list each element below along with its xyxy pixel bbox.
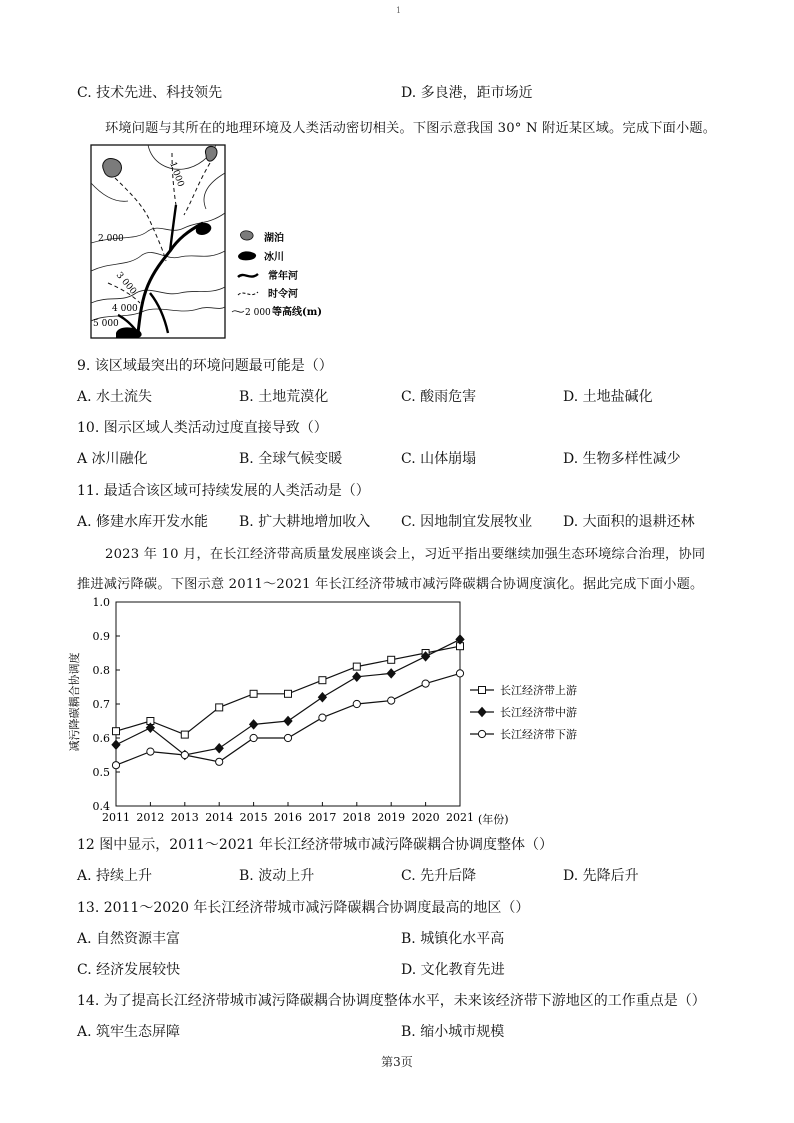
- data-point: [250, 734, 257, 741]
- y-tick-label: 0.8: [92, 664, 110, 677]
- data-point: [147, 748, 154, 755]
- page-footer: 第3页: [381, 1055, 413, 1069]
- data-point: [284, 717, 292, 726]
- seasonal-river: [110, 173, 166, 261]
- contour-line: [91, 287, 225, 303]
- line-chart: [68, 592, 628, 832]
- question-12-option-b: B. 波动上升: [239, 868, 315, 884]
- legend-label: 湖泊: [264, 233, 284, 244]
- x-tick-label: 2016: [274, 811, 302, 824]
- x-tick-label: 2019: [377, 811, 406, 824]
- intro-paragraph-2-line-1: 2023 年 10 月，在长江经济带高质量发展座谈会上，习近平指出要继续加强生态环境综合治理，协同: [105, 547, 706, 562]
- x-tick-label: 2020: [411, 811, 440, 824]
- question-10-option-a: A 冰川融化: [77, 451, 148, 467]
- page-marker: 1: [396, 6, 402, 15]
- contour-label: 1 000: [167, 160, 186, 189]
- question-11-option-c: C. 因地制宜发展牧业: [401, 514, 533, 530]
- lake-icon: [205, 146, 217, 161]
- legend-marker: [478, 708, 486, 717]
- data-point: [319, 714, 326, 721]
- glacier-icon: [238, 251, 256, 260]
- map-legend: [232, 231, 322, 318]
- prev-option-d: D. 多良港，距市场近: [401, 85, 533, 101]
- data-point: [353, 700, 360, 707]
- contour-label: 4 000: [112, 304, 138, 314]
- data-point: [112, 762, 119, 769]
- data-point: [353, 663, 360, 670]
- x-tick-label: 2014: [205, 811, 234, 824]
- y-tick-label: 0.4: [92, 800, 110, 813]
- x-tick-label: 2017: [308, 811, 337, 824]
- data-point: [284, 734, 291, 741]
- data-point: [319, 677, 326, 684]
- question-12-option-c: C. 先升后降: [401, 868, 477, 884]
- legend-label: 长江经济带中游: [500, 706, 577, 719]
- perennial-river: [150, 293, 168, 333]
- question-9-option-d: D. 土地盐碱化: [563, 389, 653, 405]
- contour-label: 5 000: [93, 319, 119, 329]
- y-tick-label: 1.0: [92, 596, 110, 609]
- data-point: [422, 680, 429, 687]
- data-point: [388, 697, 395, 704]
- question-11-stem: 11. 最适合该区域可持续发展的人类活动是（）: [77, 483, 370, 499]
- x-axis-unit-label: (年份): [478, 813, 509, 826]
- data-point: [113, 728, 120, 735]
- question-10-option-b: B. 全球气候变暖: [239, 451, 343, 467]
- x-tick-label: 2013: [170, 811, 199, 824]
- contour-label: 3 000: [113, 270, 138, 297]
- data-point: [216, 758, 223, 765]
- data-point: [318, 693, 326, 702]
- question-14-option-a: A. 筑牢生态屏障: [77, 1024, 181, 1040]
- x-tick-label: 2011: [102, 811, 130, 824]
- question-13-option-a: A. 自然资源丰富: [77, 931, 181, 947]
- question-10-option-d: D. 生物多样性减少: [563, 451, 681, 467]
- question-9-stem: 9. 该区域最突出的环境问题最可能是（）: [77, 358, 333, 374]
- legend-label: 等高线(m): [272, 307, 323, 318]
- prev-option-c: C. 技术先进、科技领先: [77, 85, 223, 101]
- data-point: [216, 704, 223, 711]
- data-point: [181, 731, 188, 738]
- question-12-stem: 12 图中显示，2011～2021 年长江经济带城市减污降碳耦合协调度整体（）: [77, 837, 553, 853]
- x-tick-label: 2015: [239, 811, 268, 824]
- data-point: [112, 740, 120, 749]
- y-tick-label: 0.6: [92, 732, 110, 745]
- y-tick-label: 0.7: [92, 698, 110, 711]
- x-tick-label: 2021: [446, 811, 474, 824]
- region-map: [88, 143, 338, 343]
- data-point: [250, 690, 257, 697]
- legend-label: 长江经济带下游: [500, 728, 577, 741]
- plot-frame: [116, 602, 460, 806]
- question-9-option-c: C. 酸雨危害: [401, 389, 477, 405]
- data-point: [215, 744, 223, 753]
- data-point: [387, 669, 395, 678]
- data-point: [353, 672, 361, 681]
- question-11-option-a: A. 修建水库开发水能: [77, 514, 209, 530]
- legend-label: 长江经济带上游: [500, 684, 577, 697]
- question-14-stem: 14. 为了提高长江经济带城市减污降碳耦合协调度整体水平，未来该经济带下游地区的工作重点是（）: [77, 993, 706, 1009]
- question-14-option-b: B. 缩小城市规模: [401, 1024, 505, 1040]
- intro-paragraph-2-line-2: 推进减污降碳。下图示意 2011～2021 年长江经济带城市减污降碳耦合协调度演化。据此完成下面小题。: [77, 577, 704, 592]
- legend-marker: [478, 730, 485, 737]
- lake-icon: [103, 159, 122, 177]
- legend-marker: [479, 687, 486, 694]
- legend-label: 时令河: [268, 289, 298, 300]
- data-point: [388, 656, 395, 663]
- data-point: [181, 751, 188, 758]
- x-tick-label: 2012: [136, 811, 165, 824]
- perennial-river-icon: [238, 274, 258, 277]
- contour-line-icon: [232, 311, 244, 313]
- legend-label: 常年河: [268, 271, 298, 282]
- question-9-option-b: B. 土地荒漠化: [239, 389, 329, 405]
- legend-label: 冰川: [264, 252, 284, 263]
- seasonal-river-icon: [238, 292, 258, 295]
- lake-icon: [240, 231, 253, 240]
- y-tick-label: 0.9: [92, 630, 110, 643]
- intro-paragraph-1: 环境问题与其所在的地理环境及人类活动密切相关。下图示意我国 30° N 附近某区域。完成下面小题。: [105, 121, 717, 136]
- question-9-option-a: A. 水土流失: [77, 389, 153, 405]
- contour-line: [204, 173, 225, 209]
- question-11-option-b: B. 扩大耕地增加收入: [239, 514, 371, 530]
- question-11-option-d: D. 大面积的退耕还林: [563, 514, 695, 530]
- y-tick-label: 0.5: [92, 766, 110, 779]
- data-point: [285, 690, 292, 697]
- question-10-option-c: C. 山体崩塌: [401, 451, 477, 467]
- question-13-option-b: B. 城镇化水平高: [401, 931, 505, 947]
- data-point: [456, 670, 463, 677]
- question-12-option-d: D. 先降后升: [563, 868, 639, 884]
- question-12-option-a: A. 持续上升: [77, 868, 153, 884]
- seasonal-river: [184, 163, 210, 215]
- question-13-option-c: C. 经济发展较快: [77, 962, 181, 978]
- legend-label-prefix: 2 000: [245, 308, 271, 318]
- question-13-stem: 13. 2011～2020 年长江经济带城市减污降碳耦合协调度最高的地区（）: [77, 900, 530, 916]
- data-point: [250, 720, 258, 729]
- x-tick-label: 2018: [342, 811, 371, 824]
- question-13-option-d: D. 文化教育先进: [401, 962, 505, 978]
- question-10-stem: 10. 图示区域人类活动过度直接导致（）: [77, 420, 328, 436]
- contour-label: 2 000: [98, 234, 124, 244]
- y-axis-label: 减污降碳耦合协调度: [68, 652, 81, 752]
